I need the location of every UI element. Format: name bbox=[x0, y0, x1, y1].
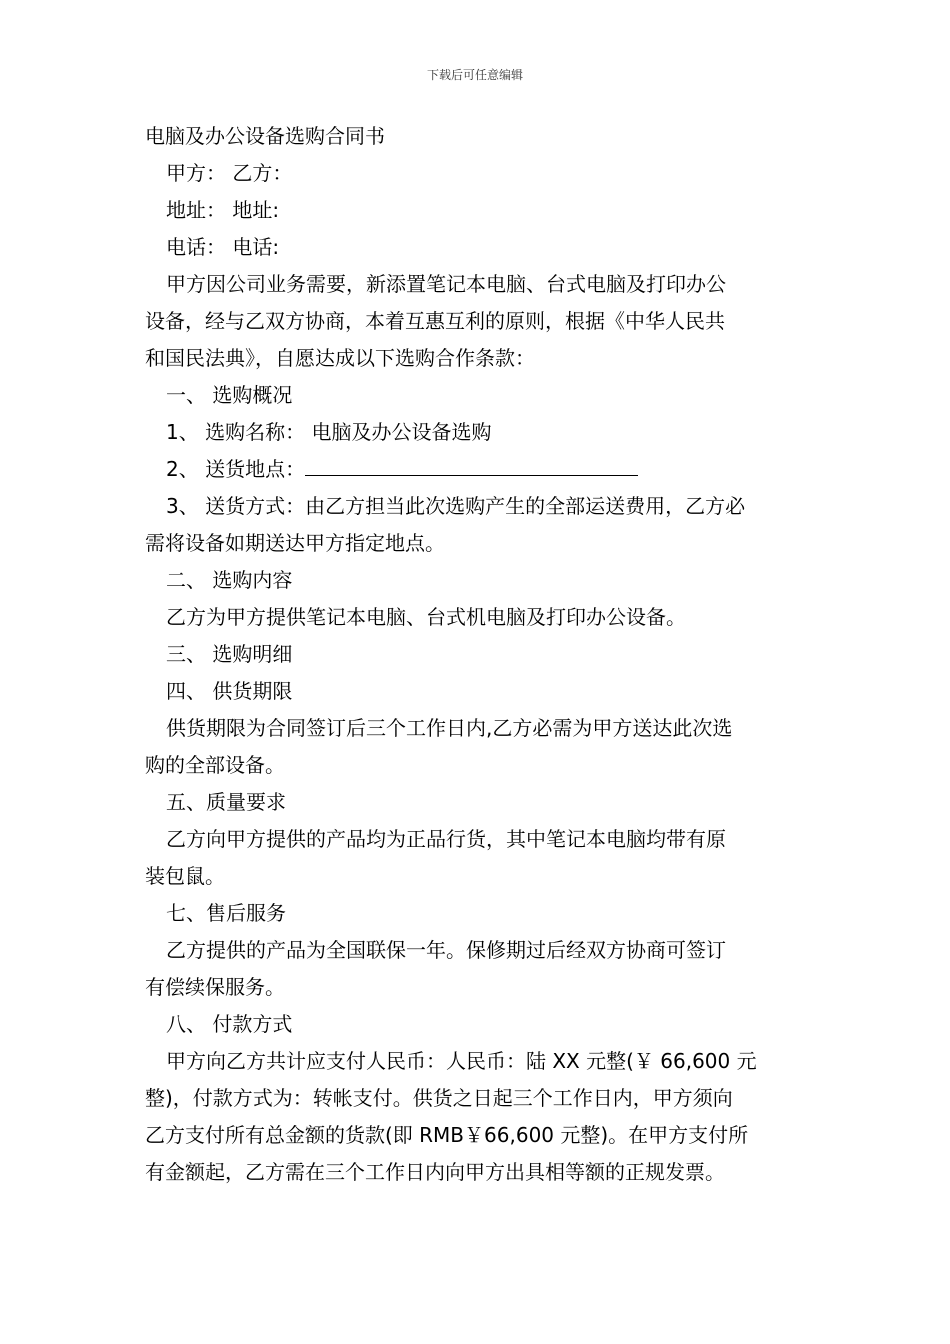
address-line: 地址： 地址: bbox=[166, 198, 280, 222]
party-line: 甲方： 乙方： bbox=[166, 161, 293, 185]
section-7-line-1: 乙方提供的产品为全国联保一年。保修期过后经双方协商可签订 bbox=[166, 938, 726, 962]
section-4-line-1: 供货期限为合同签订后三个工作日内,乙方必需为甲方送达此次选 bbox=[166, 716, 733, 740]
section-7-line-2: 有偿续保服务。 bbox=[145, 975, 285, 999]
header-note: 下载后可任意编辑 bbox=[426, 68, 523, 82]
section-2-body: 乙方为甲方提供笔记本电脑、台式机电脑及打印办公设备。 bbox=[166, 605, 686, 629]
delivery-location-label: 2、 送货地点： bbox=[166, 457, 306, 481]
section-8-line-1: 甲方向乙方共计应支付人民币：人民币：陆 XX 元整(￥ 66,600 元 bbox=[166, 1049, 757, 1073]
section-4-heading: 四、 供货期限 bbox=[166, 679, 293, 703]
section-5-heading: 五、质量要求 bbox=[166, 790, 286, 814]
intro-line-3: 和国民法典》，自愿达成以下选购合作条款： bbox=[145, 346, 535, 370]
section-7-heading: 七、售后服务 bbox=[166, 901, 286, 925]
section-8-line-2: 整)，付款方式为：转帐支付。供货之日起三个工作日内，甲方须向 bbox=[145, 1086, 733, 1110]
section-8-line-3: 乙方支付所有总金额的货款(即 RMB￥66,600 元整)。在甲方支付所 bbox=[145, 1123, 749, 1147]
phone-line: 电话： 电话: bbox=[166, 235, 280, 259]
section-1-heading: 一、 选购概况 bbox=[166, 383, 293, 407]
contract-document bbox=[145, 118, 807, 1191]
intro-line-1: 甲方因公司业务需要，新添置笔记本电脑、台式电脑及打印办公 bbox=[166, 272, 726, 296]
section-1-item-3-line-1: 3、 送货方式：由乙方担当此次选购产生的全部运送费用，乙方必 bbox=[166, 494, 746, 518]
delivery-location-blank bbox=[305, 453, 638, 476]
section-3-heading: 三、 选购明细 bbox=[166, 642, 293, 666]
section-4-line-2: 购的全部设备。 bbox=[145, 753, 285, 777]
section-1-item-1: 1、 选购名称： 电脑及办公设备选购 bbox=[166, 420, 492, 444]
section-5-line-1: 乙方向甲方提供的产品均为正品行货，其中笔记本电脑均带有原 bbox=[166, 827, 726, 851]
section-8-line-4: 有金额起，乙方需在三个工作日内向甲方出具相等额的正规发票。 bbox=[145, 1160, 725, 1184]
document-title: 电脑及办公设备选购合同书 bbox=[145, 124, 385, 148]
section-5-line-2: 装包鼠。 bbox=[145, 864, 225, 888]
intro-line-2: 设备，经与乙双方协商，本着互惠互利的原则，根据《中华人民共 bbox=[145, 309, 725, 333]
section-8-heading: 八、 付款方式 bbox=[166, 1012, 293, 1036]
section-1-item-3-line-2: 需将设备如期送达甲方指定地点。 bbox=[145, 531, 445, 555]
section-1-item-2 bbox=[145, 451, 807, 488]
section-2-heading: 二、 选购内容 bbox=[166, 568, 293, 592]
